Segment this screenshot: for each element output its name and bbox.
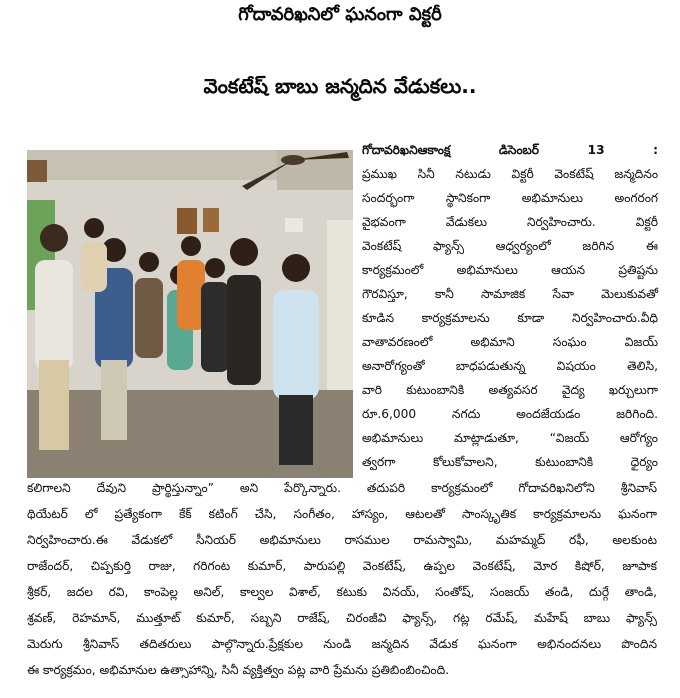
column-line: ప్రముఖ సినీ నటుడు విక్టరీ వెంకటేష్ జన్మదినం — [362, 167, 658, 181]
article-photo — [27, 150, 353, 478]
headline-line-2: వెంకటేష్ బాబు జన్మదిన వేడుకలు.. — [203, 74, 477, 98]
headline-line-1: గోదావరిఖనిలో ఘనంగా విక్టరీ — [238, 4, 442, 25]
body-line: శ్రీకర్, జదల రవి, కాంపెల్ల అనిల్, కాల్వల విశాల్, కటుకు వినయ్, సంతోష్, సంజయ్ తండి, దుర్గే తాండి, — [27, 585, 657, 599]
column-line: త్వరగా కోలుకోవాలని, కుటుంబానికి ధైర్యం — [362, 455, 658, 469]
body-line: శ్రవణ్, రెహమాన్, ముత్తూట్ కుమార్, సబ్బని రాజేష్, చిరంజీవి ఫ్యాన్స్, గట్ల రమేష్, మహేష్ బాబు ఫ్యాన్స్ — [27, 611, 657, 625]
body-line: రాజేందర్, చిప్పకుర్తి రాజు, గరిగంట కుమార్, పారుపల్లి వెంకటేష్, ఉప్పల వెంకటేష్, మోర కిషోర్, జూపాక — [27, 559, 657, 573]
group-photo-illustration — [27, 150, 353, 478]
column-line: వాతావరణంలో అభిమాని సంఘం విజయ్ — [362, 335, 658, 349]
column-line: సందర్భంగా స్థానికంగా అభిమానులు అంగరంగ — [362, 191, 658, 205]
column-line: కూడిన కార్యక్రమాలను కూడా నిర్వహించారు.వీధి — [362, 311, 658, 325]
body-line: నిర్వహించారు.ఈ వేడుకలో సీనియర్ అభిమానులు రాసముల రామస్వామి, మహమ్మద్ రఫీ, అలకుంట — [27, 533, 657, 547]
column-line: కార్యక్రమంలో అభిమానులు ఆయన ప్రతిష్టను — [362, 263, 658, 277]
body-line: కలిగాలని దేవుని ప్రార్థిస్తున్నాం” అని పేర్కొన్నారు. తదుపరి కార్యక్రమంలో గోదావరిఖనిలోని శ్రీనివాస్ — [27, 481, 657, 495]
body-line: థియేటర్ లో ప్రత్యేకంగా కేక్ కటింగ్ చేసి, సంగీతం, హాస్యం, ఆటలతో సాంస్కృతిక కార్యక్రమాలను ఘనంగా — [27, 507, 657, 521]
column-line: అభిమానులు మాట్లాడుతూ, “విజయ్ ఆరోగ్యం — [362, 431, 658, 445]
column-line: గౌరవిస్తూ, కానీ సామాజిక సేవా మెలుకువతో — [362, 287, 658, 301]
dateline: గోదావరిఖనిఆకాంక్ష డిసెంబర్ 13 : — [362, 143, 658, 157]
column-line: వారి కుటుంబానికి అత్యవసర వైద్య ఖర్చులుగా — [362, 383, 658, 397]
body-line: ఈ కార్యక్రమం, అభిమానుల ఉత్సాహాన్ని, సినీ వ్యక్తిత్వం పట్ల వారి ప్రేమను ప్రతిబింబించింది. — [27, 663, 450, 677]
body-line: మెరుగు శ్రీనివాస్ తదితరులు పాల్గొన్నారు.ప్రేక్షకుల నుండి జన్మదిన వేడుక ఘనంగా అభినందనలు పొందిన — [27, 637, 657, 651]
column-line: రూ.6,000 నగదు అందజేయడం జరిగింది. — [362, 407, 658, 421]
column-line: అనారోగ్యంతో బాధపడుతున్న విషయం తెలిసి, — [362, 359, 658, 373]
column-line: వైభవంగా వేడుకలు నిర్వహించారు. విక్టరీ — [362, 215, 658, 229]
column-line: వెంకటేష్ ఫ్యాన్స్ ఆధ్వర్యంలో జరిగిన ఈ — [362, 239, 658, 253]
